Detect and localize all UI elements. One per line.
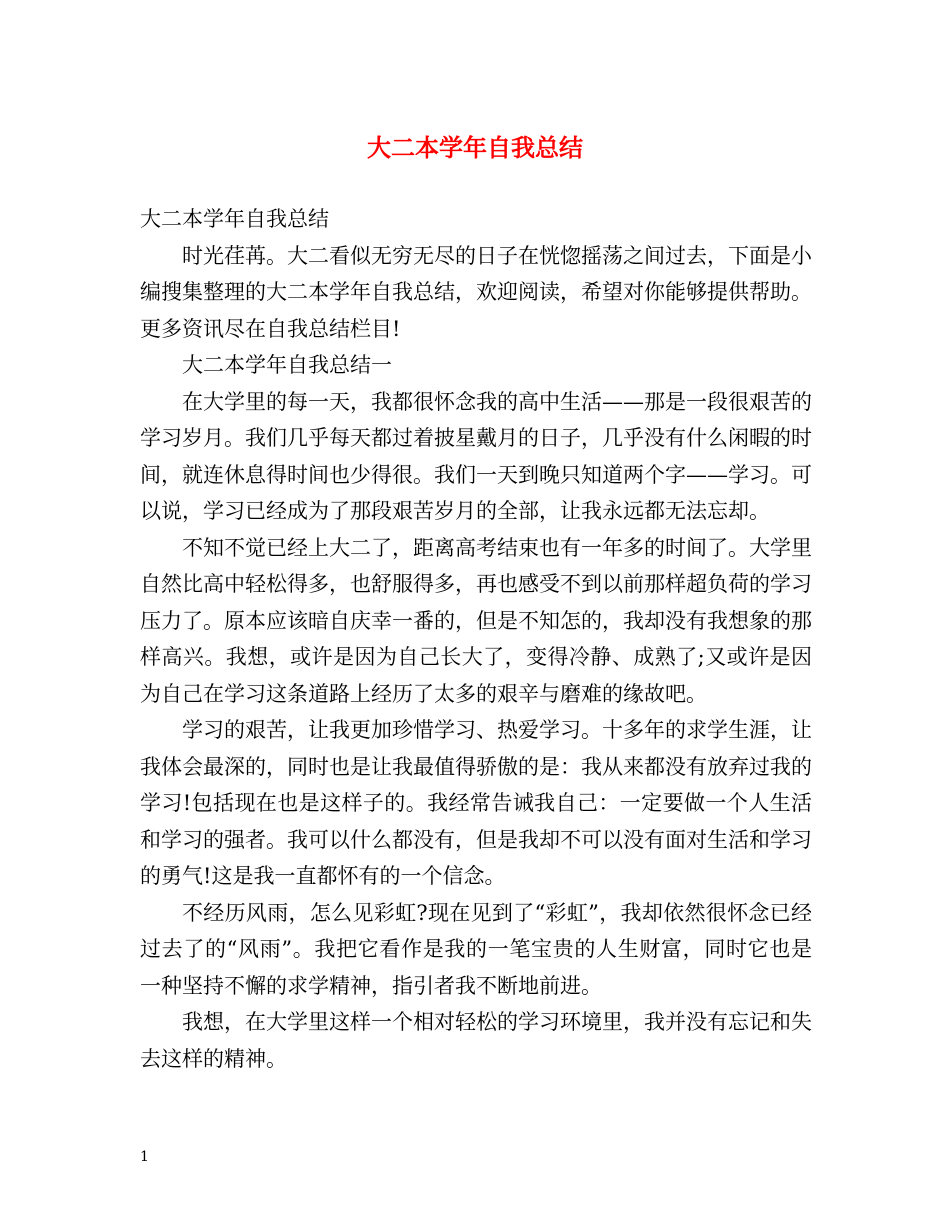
document-title: 大二本学年自我总结	[367, 133, 583, 162]
body-heading: 大二本学年自我总结	[140, 207, 329, 231]
intro-paragraph: 时光荏苒。大二看似无穷无尽的日子在恍惚摇荡之间过去，下面是小编搜集整理的大二本学年自我总结，欢迎阅读，希望对你能够提供帮助。更多资讯尽在自我总结栏目!	[140, 243, 812, 341]
section-title: 大二本学年自我总结一	[182, 353, 392, 377]
document-body	[140, 201, 812, 1077]
page-number: 1	[140, 1149, 149, 1165]
body-paragraph: 不知不觉已经上大二了，距离高考结束也有一年多的时间了。大学里自然比高中轻松得多，也舒服得多，再也感受不到以前那样超负荷的学习压力了。原本应该暗自庆幸一番的，但是不知怎的，我却没有我想象的那样高兴。我想，或许是因为自己长大了，变得冷静、成熟了;又或许是因为自己在学习这条道路上经历了太多的艰辛与磨难的缘故吧。	[140, 535, 812, 706]
body-paragraph: 在大学里的每一天，我都很怀念我的高中生活——那是一段很艰苦的学习岁月。我们几乎每天都过着披星戴月的日子，几乎没有什么闲暇的时间，就连休息得时间也少得很。我们一天到晚只知道两个字——学习。可以说，学习已经成为了那段艰苦岁月的全部，让我永远都无法忘却。	[140, 389, 812, 523]
body-paragraph: 学习的艰苦，让我更加珍惜学习、热爱学习。十多年的求学生涯，让我体会最深的，同时也是让我最值得骄傲的是：我从来都没有放弃过我的学习!包括现在也是这样子的。我经常告诫我自己：一定要做一个人生活和学习的强者。我可以什么都没有，但是我却不可以没有面对生活和学习的勇气!这是我一直都怀有的一个信念。	[140, 718, 812, 888]
body-paragraph: 不经历风雨，怎么见彩虹?现在见到了“彩虹”，我却依然很怀念已经过去了的“风雨”。我把它看作是我的一笔宝贵的人生财富，同时它也是一种坚持不懈的求学精神，指引者我不断地前进。	[140, 900, 812, 998]
body-paragraph: 我想，在大学里这样一个相对轻松的学习环境里，我并没有忘记和失去这样的精神。	[140, 1010, 812, 1071]
